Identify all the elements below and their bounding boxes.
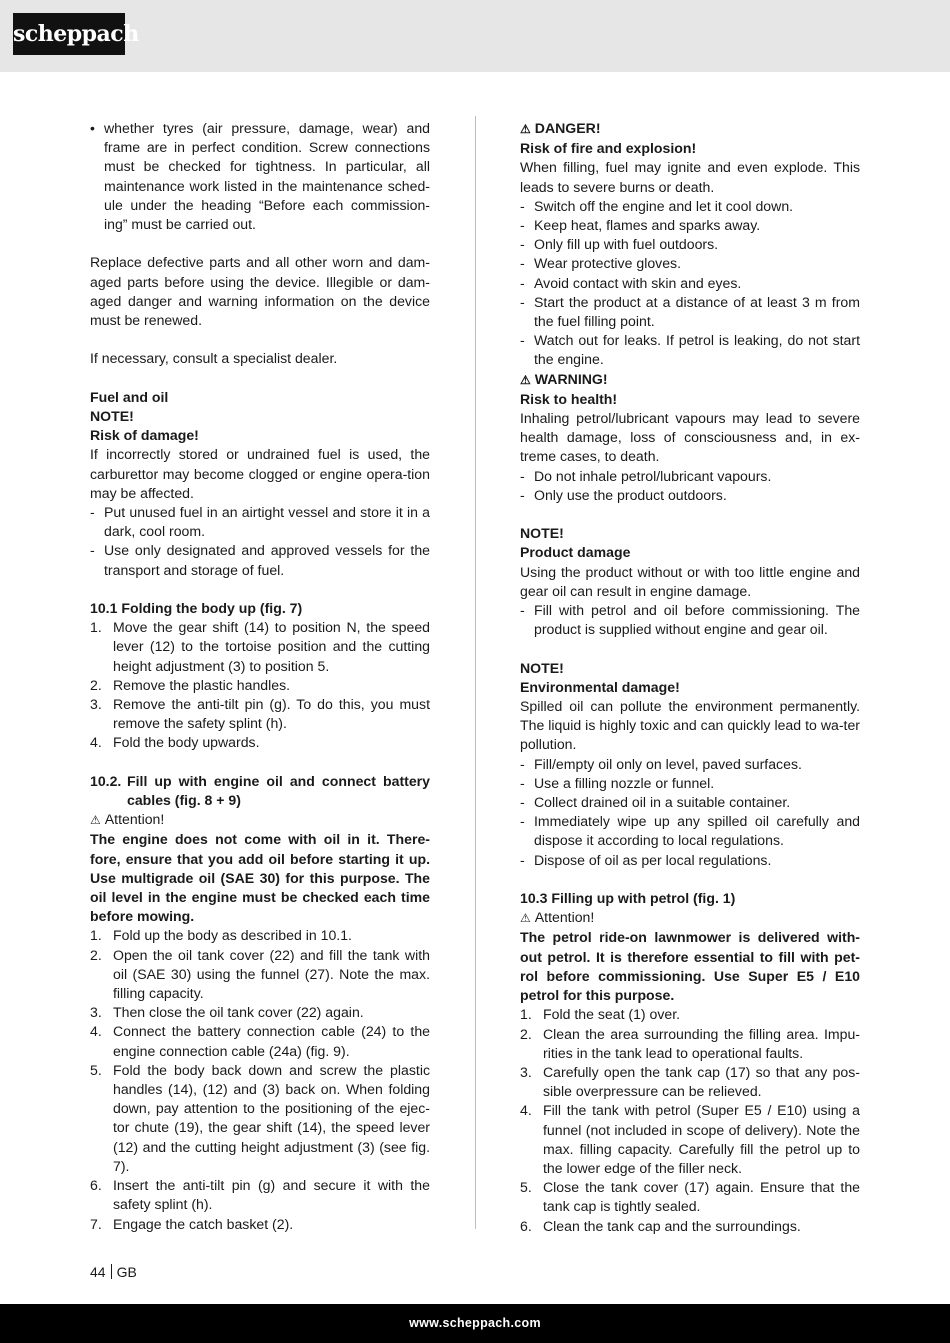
danger-label: ⚠ DANGER! xyxy=(520,119,860,139)
paragraph: Inhaling petrol/lubricant vapours may lead to severe health damage, loss of consciousness and, in ex-treme cases, to death. xyxy=(520,410,860,465)
list-item: 2. Remove the plastic handles. xyxy=(90,676,291,693)
list-item: 1. Fold the seat (1) over. xyxy=(520,1006,681,1023)
list-item: 3. Then close the oil tank cover (22) again. xyxy=(90,1004,364,1021)
page-header xyxy=(0,0,950,72)
bullet-marker: • xyxy=(90,120,95,136)
list-item: 7. Engage the catch basket (2). xyxy=(90,1215,294,1232)
list-item: 4. Connect the battery connection cable (24) to the engine connection cable (24a) (fig. 9). xyxy=(90,1023,430,1059)
paragraph: If incorrectly stored or undrained fuel is used, the carburettor may become clogged or engine opera-tion may be affected. xyxy=(90,446,430,501)
section-heading: Fuel and oil xyxy=(90,388,169,405)
list-item: 2. Clean the area surrounding the filling area. Impu-rities in the tank lead to operational faults. xyxy=(520,1025,860,1061)
list-item: - Immediately wipe up any spilled oil carefully and dispose it according to local regulations. xyxy=(520,813,860,849)
list-item: - Keep heat, flames and sparks away. xyxy=(520,217,761,234)
list-item: - Use a filling nozzle or funnel. xyxy=(520,774,715,791)
list-item: - Use only designated and approved vessels for the transport and storage of fuel. xyxy=(90,542,430,578)
paragraph: If necessary, consult a specialist dealer. xyxy=(90,350,338,367)
list-item: - Fill with petrol and oil before commissioning. The product is supplied without engine and gear oil. xyxy=(520,602,860,638)
list-item: 6. Insert the anti-tilt pin (g) and secure it with the safety splint (h). xyxy=(90,1177,430,1213)
bold-paragraph: The petrol ride-on lawnmower is delivered with-out petrol. It is therefore essential to fill with pet-rol before commissioning. Use Super E5 / E10 petrol for this purpose. xyxy=(520,929,860,1004)
warning-triangle-icon: ⚠ xyxy=(520,122,531,136)
list-item: 1. Fold up the body as described in 10.1. xyxy=(90,927,352,944)
attention-label: ⚠ Attention! xyxy=(520,908,860,928)
page-number: 44 GB xyxy=(90,1264,137,1280)
section-heading: 10.1 Folding the body up (fig. 7) xyxy=(90,600,303,617)
website-link[interactable]: www.scheppach.com xyxy=(409,1316,541,1330)
list-item: • whether tyres (air pressure, damage, wear) and frame are in perfect condition. Screw connections must be checked for tightness. In particular, all maintenance work listed in the maintenance sched-ule under the heading “Before each commission-ing” must be carried out. xyxy=(90,119,430,234)
list-item: 5. Close the tank cover (17) again. Ensure that the tank cap is tightly sealed. xyxy=(520,1179,860,1215)
paragraph: Spilled oil can pollute the environment permanently. The liquid is highly toxic and can quickly lead to wa-ter pollution. xyxy=(520,698,860,753)
scheppach-logo: scheppach xyxy=(13,13,125,55)
paragraph: Replace defective parts and all other worn and dam-aged parts before using the device. Illegible or dam-aged danger and warning information on the device must be renewed. xyxy=(90,254,430,329)
left-column xyxy=(90,119,430,1234)
page-footer xyxy=(0,1304,950,1343)
list-item: - Dispose of oil as per local regulations. xyxy=(520,851,772,868)
list-item: - Do not inhale petrol/lubricant vapours. xyxy=(520,467,772,484)
paragraph: When filling, fuel may ignite and even explode. This leads to severe burns or death. xyxy=(520,159,860,195)
list-item: - Put unused fuel in an airtight vessel and store it in a dark, cool room. xyxy=(90,504,430,540)
risk-label: Product damage xyxy=(520,544,631,561)
risk-label: Risk of damage! xyxy=(90,427,199,444)
column-divider xyxy=(475,116,476,1229)
warning-triangle-icon: ⚠ xyxy=(520,911,531,926)
list-item: - Avoid contact with skin and eyes. xyxy=(520,274,742,291)
list-item: - Watch out for leaks. If petrol is leaking, do not start the engine. xyxy=(520,332,860,368)
attention-label: ⚠ Attention! xyxy=(90,810,430,830)
list-item: 4. Fold the body upwards. xyxy=(90,734,260,751)
list-item: - Wear protective gloves. xyxy=(520,255,682,272)
list-item: 2. Open the oil tank cover (22) and fill the tank with oil (SAE 30) using the funnel (27). Note the max. filling capacity. xyxy=(90,946,430,1002)
risk-label: Environmental damage! xyxy=(520,678,680,695)
warning-triangle-icon: ⚠ xyxy=(90,813,101,828)
warning-label: ⚠ WARNING! xyxy=(520,370,860,390)
section-heading: 10.2. Fill up with engine oil and connect battery cables (fig. 8 + 9) xyxy=(90,772,430,809)
list-item: 3. Remove the anti-tilt pin (g). To do this, you must remove the safety splint (h). xyxy=(90,696,430,732)
list-item: 3. Carefully open the tank cap (17) so that any pos-sible overpressure can be relieved. xyxy=(520,1063,860,1100)
note-label: NOTE! xyxy=(520,525,564,542)
note-label: NOTE! xyxy=(90,408,134,424)
list-item: - Only use the product outdoors. xyxy=(520,486,727,503)
bold-paragraph: The engine does not come with oil in it. There-fore, ensure that you add oil before starting it up. Use multigrade oil (SAE 30) for this purpose. The oil level in the engine must be checked each time before mowing. xyxy=(90,831,430,925)
section-heading: 10.3 Filling up with petrol (fig. 1) xyxy=(520,890,736,907)
risk-label: Risk to health! xyxy=(520,390,618,407)
warning-triangle-icon: ⚠ xyxy=(520,372,531,387)
list-item: - Fill/empty oil only on level, paved surfaces. xyxy=(520,755,802,772)
list-item: - Only fill up with fuel outdoors. xyxy=(520,236,719,253)
risk-label: Risk of fire and explosion! xyxy=(520,140,697,157)
list-item: - Switch off the engine and let it cool down. xyxy=(520,197,794,214)
list-item: - Start the product at a distance of at least 3 m from the fuel filling point. xyxy=(520,293,860,330)
note-label: NOTE! xyxy=(520,659,564,676)
list-item: 1. Move the gear shift (14) to position N, the speed lever (12) to the tortoise position and the cutting height adjustment (3) to position 5. xyxy=(90,619,430,674)
list-item: 5. Fold the body back down and screw the plastic handles (14), (12) and (3) back on. When folding down, pay attention to the positioning of the ejec-tor chute (19), the gear shift (14), the speed lever (12) and the cutting height adjustment (3) (see fig. 7). xyxy=(90,1061,430,1174)
paragraph: Using the product without or with too little engine and gear oil can result in engine damage. xyxy=(520,563,860,599)
list-item: 6. Clean the tank cap and the surroundings. xyxy=(520,1217,801,1234)
list-item: 4. Fill the tank with petrol (Super E5 / E10) using a funnel (not included in scope of delivery). Note the max. filling capacity. Carefully fill the petrol up to the lower edge of the filler neck. xyxy=(520,1102,860,1176)
list-item: - Collect drained oil in a suitable container. xyxy=(520,794,791,811)
right-column xyxy=(520,119,860,1236)
